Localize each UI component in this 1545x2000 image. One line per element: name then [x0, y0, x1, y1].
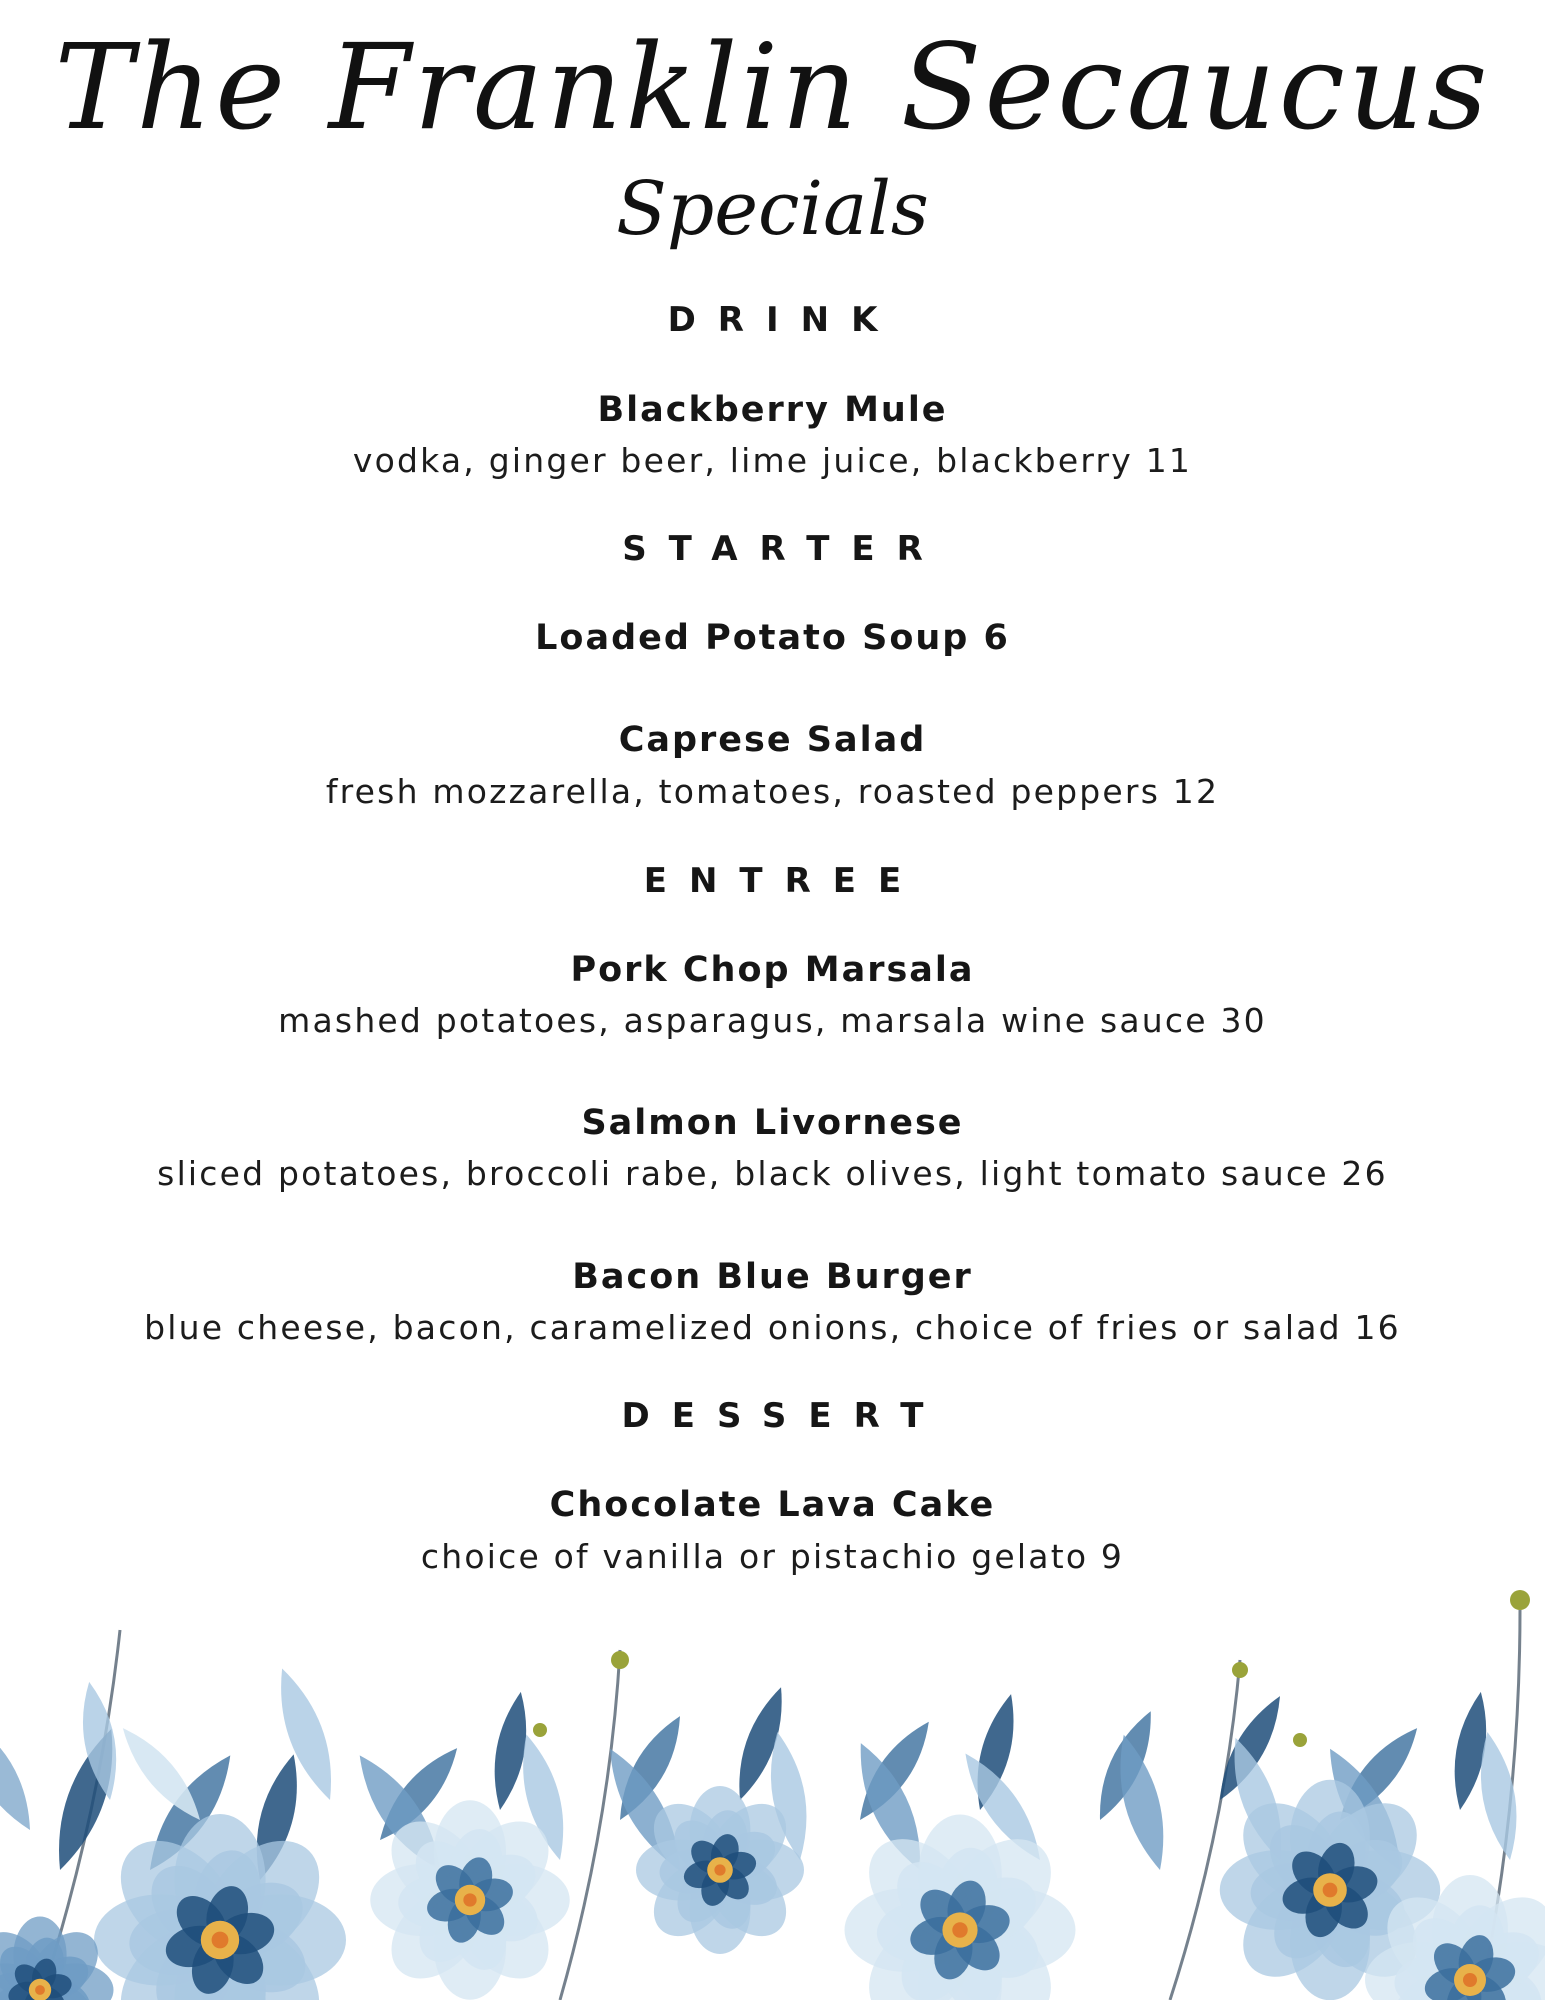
item-name-loaded-potato-soup: Loaded Potato Soup 6 — [535, 618, 1010, 658]
leaf-shape — [0, 1709, 45, 1839]
item-name-caprese-salad: Caprese Salad — [618, 720, 927, 760]
flower-bloom — [94, 1814, 346, 2000]
menu-subtitle: Specials — [616, 166, 929, 252]
bud-dot — [1510, 1590, 1530, 1610]
bud-dot — [1293, 1733, 1307, 1747]
item-name-blackberry-mule: Blackberry Mule — [597, 390, 948, 430]
section-heading-drink: DRINK — [667, 300, 900, 340]
item-desc-caprese-salad: fresh mozzarella, tomatoes, roasted peppers 12 — [325, 772, 1220, 811]
item-desc-salmon-livornese: sliced potatoes, broccoli rabe, black olives, light tomato sauce 26 — [157, 1154, 1388, 1193]
item-name-salmon-livornese: Salmon Livornese — [581, 1103, 964, 1143]
flower-bloom — [636, 1786, 804, 1954]
bud-dot — [1232, 1662, 1248, 1678]
section-heading-starter: STARTER — [622, 529, 945, 569]
floral-border-illustration — [0, 1570, 1545, 2000]
bud-dot — [533, 1723, 547, 1737]
item-desc-pork-chop-marsala: mashed potatoes, asparagus, marsala wine sauce 30 — [278, 1001, 1267, 1040]
item-desc-blackberry-mule: vodka, ginger beer, lime juice, blackberry 11 — [352, 441, 1193, 480]
item-desc-bacon-blue-burger: blue cheese, bacon, caramelized onions, choice of fries or salad 16 — [144, 1308, 1401, 1347]
flower-bloom — [845, 1815, 1076, 2000]
item-desc-chocolate-lava-cake: choice of vanilla or pistachio gelato 9 — [420, 1537, 1125, 1576]
item-name-bacon-blue-burger: Bacon Blue Burger — [572, 1257, 973, 1297]
leaf-shape — [112, 1719, 211, 1829]
restaurant-title: The Franklin Secaucus — [54, 18, 1491, 156]
flowers-group — [0, 1780, 1545, 2000]
stem-line — [1170, 1660, 1240, 2000]
bud-dot — [611, 1651, 629, 1669]
item-name-chocolate-lava-cake: Chocolate Lava Cake — [549, 1485, 996, 1525]
section-heading-entree: ENTREE — [643, 861, 924, 901]
item-name-pork-chop-marsala: Pork Chop Marsala — [570, 950, 975, 990]
flower-bloom — [370, 1800, 570, 2000]
section-heading-dessert: DESSERT — [621, 1396, 946, 1436]
stem-line — [560, 1650, 620, 2000]
